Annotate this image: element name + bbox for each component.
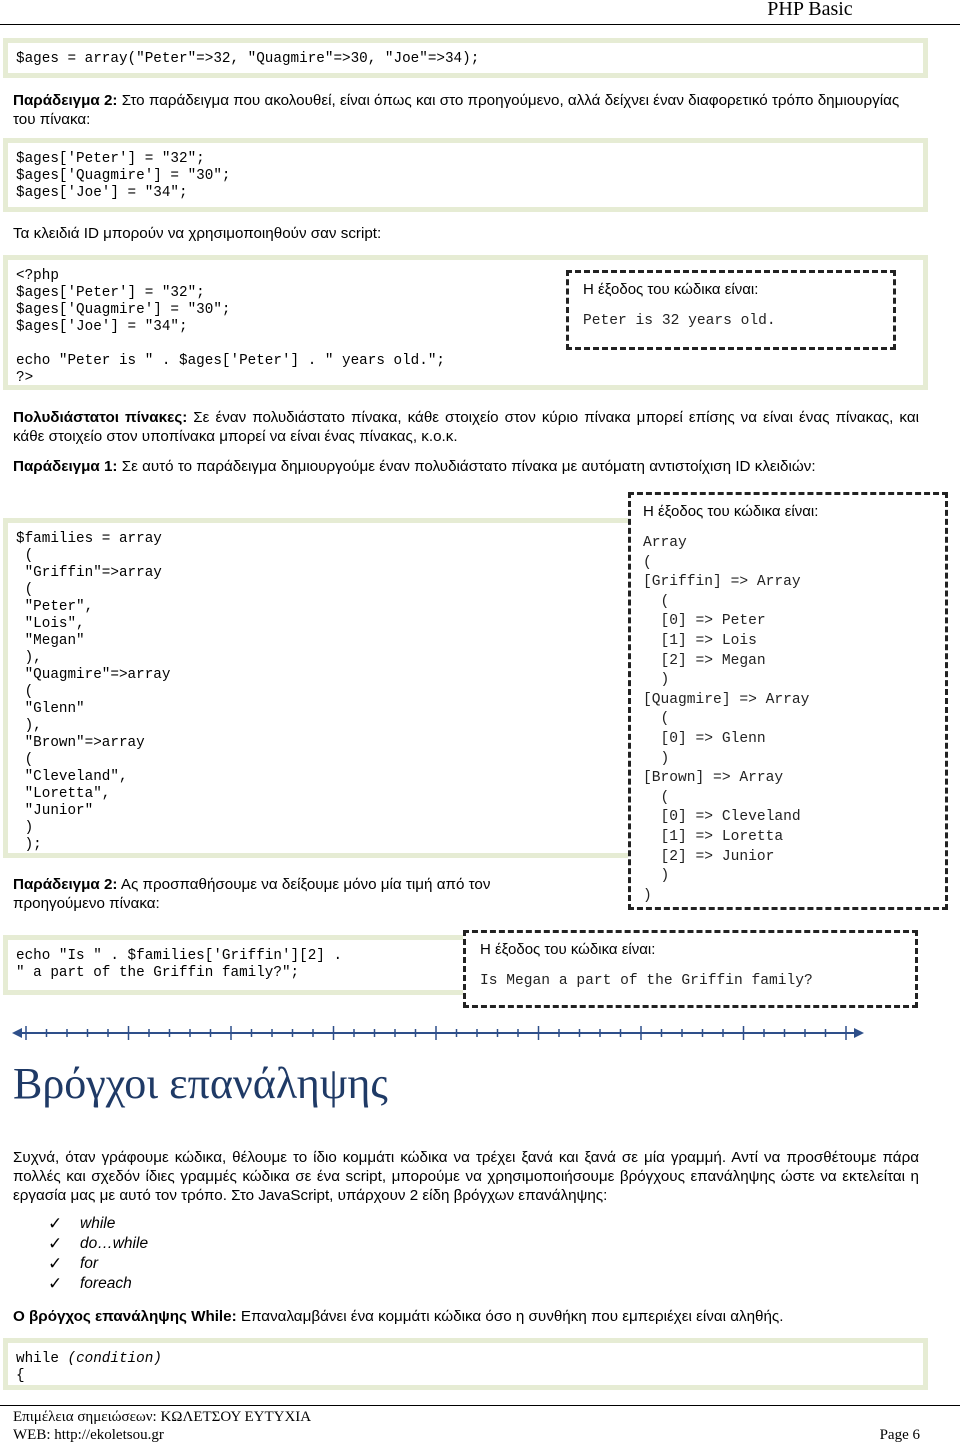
footer-editor: Επιμέλεια σημειώσεων: ΚΩΛΕΤΣΟΥ ΕΥΤΥΧΙΑ [13,1409,312,1425]
loops-paragraph: Συχνά, όταν γράφουμε κώδικα, θέλουμε το ίδιο κομμάτι κώδικα να τρέχει ξανά και ξανά σε μία γραμμή. Αντί να προσθέτουμε πάρα πολλές και σχεδόν ίδιες γραμμές κώδικα σε ένα script, μπορούμε να χρησιμοποιήσουμε βρόγχους επανάληψης ώστε να εκτελείται η εργασία μας με αυτό τον τρόπο. Στο JavaScript, υπάρχουν 2 είδη βρόγχων επανάληψης: [13,1149,919,1204]
section-divider-ruler [12,1024,864,1042]
while-paragraph [13,1307,923,1326]
list-item: ✓ foreach [48,1274,132,1293]
example2b-label: Παράδειγμα 2: [13,876,118,893]
checkmark-icon: ✓ [48,1234,63,1253]
output-label: Η έξοδος του κώδικα είναι: [583,281,759,298]
footer-web: WEB: http://ekoletsou.gr [13,1427,164,1443]
list-item: ✓ while [48,1214,116,1233]
while-text: Επαναλαμβάνει ένα κομμάτι κώδικα όσο η συνθήκη που εμπεριέχει είναι αληθής. [236,1308,784,1325]
code-text: <?php $ages['Peter'] = "32"; $ages['Quagmire'] = "30"; $ages['Joe'] = "34"; echo "Peter is " . $ages['Peter'] . " years old."; ?> [16,268,445,386]
output-code: Peter is 32 years old. [583,313,776,329]
code-text: $families = array ( "Griffin"=>array ( "Peter", "Lois", "Megan" ), "Quagmire"=>array ( "Glenn" ), "Brown"=>array ( "Cleveland", "Loretta", "Junior" ) ); [16,531,171,853]
example2-text: Στο παράδειγμα που ακολουθεί, είναι όπως και στο προηγούμενο, αλλά δείχνει έναν διαφορετικό τρόπο δημιουργίας του πίνακα: [13,92,900,128]
footer-rule [0,1405,960,1406]
checkmark-icon: ✓ [48,1214,63,1233]
output-label: Η έξοδος του κώδικα είναι: [643,503,819,520]
output-code: Is Megan a part of the Griffin family? [480,973,813,989]
code-block-echo-griffin [3,935,473,995]
section-title: Βρόγχοι επανάληψης [13,1059,388,1108]
code-block-while [3,1338,928,1390]
code-text: $ages = array("Peter"=>32, "Quagmire"=>30, "Joe"=>34); [16,51,480,67]
output-box-3 [463,930,918,1008]
keys-paragraph: Τα κλειδιά ID μπορούν να χρησιμοποιηθούν σαν script: [13,225,382,242]
output-label: Η έξοδος του κώδικα είναι: [480,941,656,958]
code-text: while (condition) { [16,1351,162,1384]
multidim-paragraph [13,408,919,446]
multidim-text: Σε έναν πολυδιάστατο πίνακα, κάθε στοιχείο στον κύριο πίνακα μπορεί επίσης να είναι ένας πίνακας, και κάθε στοιχείο στον υποπίνακα μπορεί να είναι ένας πίνακας, κ.ο.κ. [13,409,919,445]
example2b-text: Ας προσπαθήσουμε να δείξουμε μόνο μία τιμή από τον προηγούμενο πίνακα: [13,876,491,912]
checkmark-icon: ✓ [48,1254,63,1273]
header-rule [0,24,960,25]
output-box-1 [566,270,896,350]
example2b-paragraph [13,875,573,913]
code-block-ages-array [3,38,928,78]
multidim-label: Πολυδιάστατοι πίνακες: [13,409,188,426]
code-block-ages-assign [3,138,928,212]
while-label: Ο βρόγχος επανάληψης While: [13,1308,237,1325]
list-item: ✓ for [48,1254,99,1273]
output-code: Array ( [Griffin] => Array ( [0] => Peter [1] => Lois [2] => Megan ) [Quagmire] => Array ( [0] => Glenn ) [Brown] => Array ( [0] => Cleveland [1] => Loretta [2] => Junior ) ) [643,535,810,904]
footer-page-number: Page 6 [879,1427,920,1443]
example2-paragraph [13,91,923,129]
example2-label: Παράδειγμα 2: [13,92,118,109]
code-condition: (condition) [67,1351,162,1367]
output-box-2 [628,492,948,910]
code-block-families [3,518,643,858]
checkmark-icon: ✓ [48,1274,63,1293]
list-item: ✓ do…while [48,1234,149,1253]
example1-label: Παράδειγμα 1: [13,458,118,475]
loop-types-list [48,1214,148,1294]
code-text: $ages['Peter'] = "32"; $ages['Quagmire'] = "30"; $ages['Joe'] = "34"; [16,151,231,201]
example1-text: Σε αυτό το παράδειγμα δημιουργούμε έναν πολυδιάστατο πίνακα με αυτόματη αντιστοίχιση ID κλειδιών: [117,458,816,475]
code-text: echo "Is " . $families['Griffin'][2] . " a part of the Griffin family?"; [16,948,343,981]
page-header-title: PHP Basic [767,0,853,20]
example1-paragraph [13,456,919,478]
